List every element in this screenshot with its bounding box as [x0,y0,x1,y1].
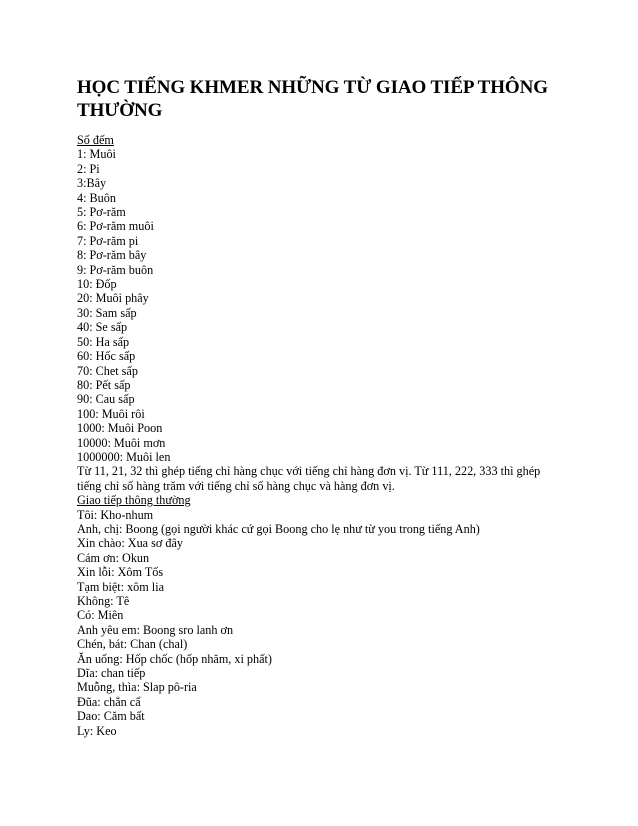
common-section [77,493,577,738]
phrase-item: Tôi: Kho-nhum [77,507,154,522]
counting-list [77,147,577,464]
counting-item: 30: Sam sấp [77,305,137,320]
phrase-item: Chén, bát: Chan (chal) [77,637,188,652]
counting-item: 10000: Muôi mơn [77,435,166,450]
counting-item: 5: Pơ-răm [77,205,126,220]
counting-item: 6: Pơ-răm muôi [77,219,154,234]
counting-item: 80: Pết sấp [77,377,131,392]
common-heading: Giao tiếp thông thường [77,493,191,508]
document-page [77,76,577,738]
counting-item: 7: Pơ-răm pi [77,233,139,248]
phrase-item: Đũa: chẳn cẩ [77,694,141,709]
counting-item: 9: Pơ-răm buôn [77,262,154,277]
counting-item: 20: Muôi phây [77,291,149,306]
phrase-item: Anh yêu em: Boong sro lanh ơn [77,622,234,637]
counting-item: 2: Pi [77,161,100,176]
phrase-item: Ly: Keo [77,723,117,738]
counting-item: 8: Pơ-răm bây [77,248,147,263]
counting-item: 1000000: Muôi len [77,449,171,464]
phrase-item: Xin lỗi: Xôm Tốs [77,565,164,580]
counting-item: 3:Bây [77,176,107,191]
document-title: HỌC TIẾNG KHMER NHỮNG TỪ GIAO TIẾP THÔNG THƯỜNG [77,77,548,121]
phrase-item: Xin chào: Xua sơ đây [77,536,183,551]
counting-item: 90: Cau sấp [77,392,135,407]
counting-item: 100: Muôi rôi [77,406,145,421]
phrase-item: Cám ơn: Okun [77,550,150,565]
counting-item: 4: Buôn [77,190,116,205]
counting-item: 40: Se sấp [77,320,128,335]
phrase-item: Dĩa: chan tiếp [77,666,146,681]
phrase-item: Muỗng, thìa: Slap pô-ria [77,680,197,695]
phrase-item: Dao: Căm bất [77,709,145,724]
common-list [77,508,577,739]
counting-heading: Số đếm [77,133,114,147]
counting-item: 60: Hốc sấp [77,349,136,364]
phrase-item: Ăn uống: Hốp chốc (hốp nhăm, xi phất) [77,651,272,666]
phrase-item: Tạm biệt: xôm lia [77,579,164,594]
phrase-item: Anh, chị: Boong (gọi người khác cứ gọi Boong cho lẹ như từ you trong tiếng Anh) [77,521,480,536]
phrase-item: Không: Tê [77,594,130,608]
counting-item: 50: Ha sấp [77,334,130,349]
counting-section [77,133,577,493]
counting-item: 1000: Muôi Poon [77,421,163,436]
counting-item: 10: Đốp [77,277,117,292]
counting-item: 70: Chet sấp [77,363,138,378]
counting-item: 1: Muôi [77,147,116,162]
phrase-item: Có: Miên [77,608,124,623]
counting-note: Từ 11, 21, 32 thì ghép tiếng chỉ hàng chục với tiếng chỉ hàng đơn vị. Từ 111, 222, 333 thì ghép tiếng chỉ số hàng trăm với tiếng chỉ số hàng chục và hàng đơn vị. [77,464,541,493]
